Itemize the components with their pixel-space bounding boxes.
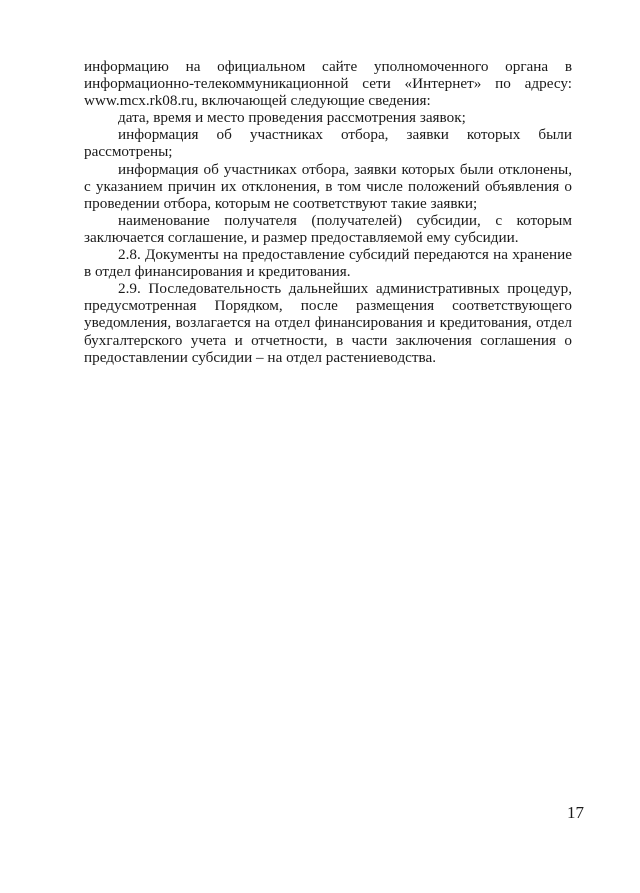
- paragraph-item-reviewed: информация об участниках отбора, заявки которых были рассмотрены;: [84, 126, 572, 161]
- paragraph-item-date: дата, время и место проведения рассмотрения заявок;: [118, 109, 466, 127]
- body-text: [84, 58, 572, 366]
- page-number: 17: [567, 803, 584, 822]
- paragraph-2-9: 2.9. Последовательность дальнейших административных процедур, предусмотренная Порядком, после размещения соответствующего уведомления, возлагается на отдел финансирования и кредитования, отдел бухгалтерского учета и отчетности, в части заключения соглашения о предоставлении субсидии – на отдел растениеводства.: [84, 280, 572, 366]
- paragraph-intro: информацию на официальном сайте уполномоченного органа в информационно-телекоммуникационной сети «Интернет» по адресу: www.mcx.rk08.ru, включающей следующие сведения:: [84, 58, 572, 110]
- paragraph-item-rejected: информация об участниках отбора, заявки которых были отклонены, с указанием причин их отклонения, в том числе положений объявления о проведении отбора, которым не соответствуют такие заявки;: [84, 160, 572, 212]
- paragraph-2-8: 2.8. Документы на предоставление субсидий передаются на хранение в отдел финансирования и кредитования.: [84, 246, 572, 281]
- paragraph-item-recipient: наименование получателя (получателей) субсидии, с которым заключается соглашение, и размер предоставляемой ему субсидии.: [84, 211, 572, 246]
